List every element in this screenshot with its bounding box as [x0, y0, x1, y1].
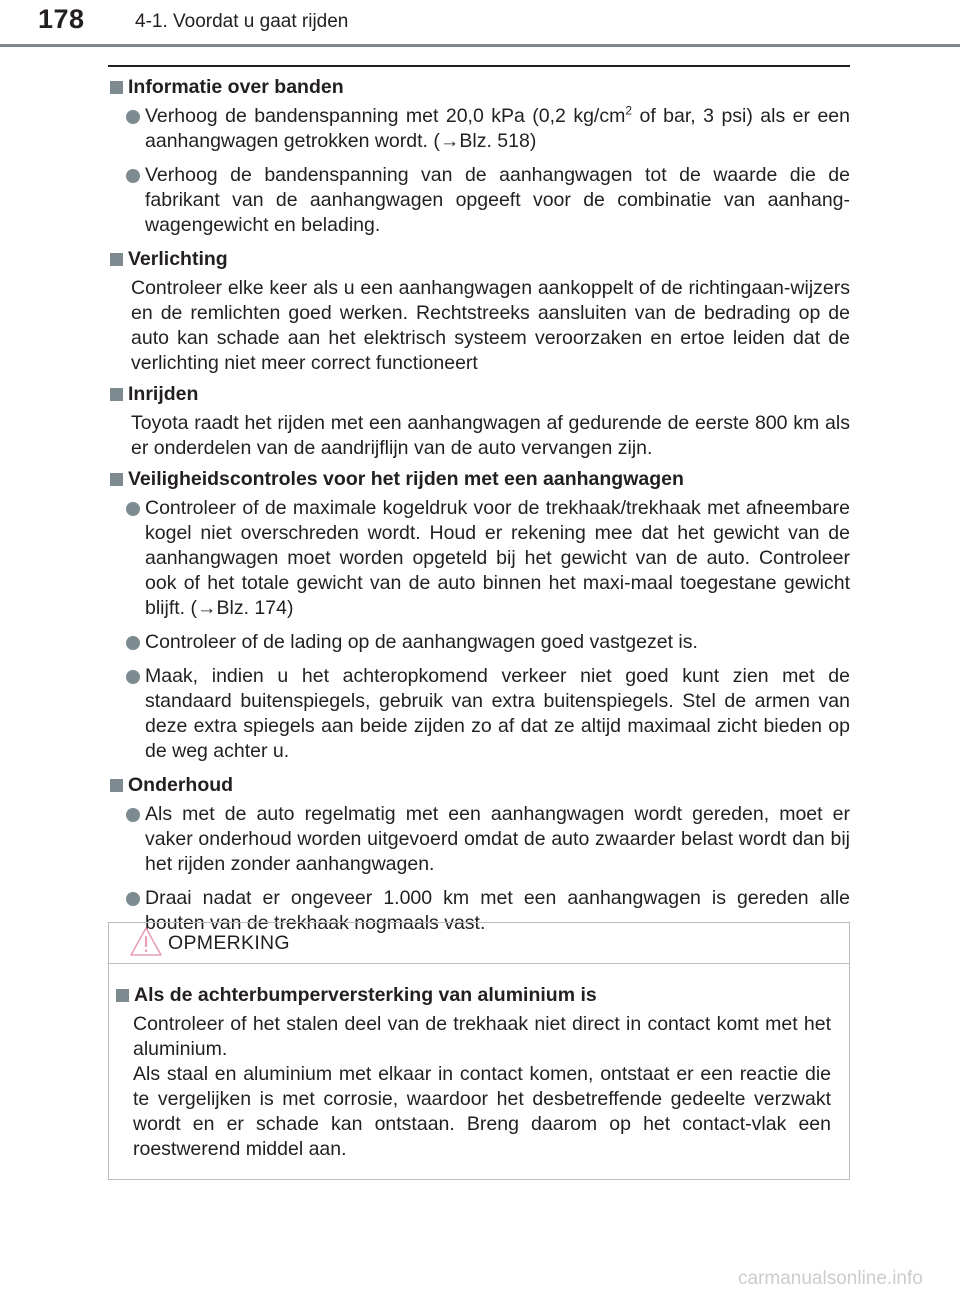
- note-header: [109, 923, 849, 964]
- paragraph: Controleer elke keer als u een aanhangwagen aankoppelt of de richtingaan-wijzers en de remlichten goed werken. Rechtstreeks aansluiten van de bedrading op de auto kan schade aan het elektrisch systeem veroorzaken en ertoe leiden dat de verlichting niet meer correct functioneert: [131, 277, 850, 374]
- bullet-text: Maak, indien u het achteropkomend verkeer niet goed kunt zien met de standaard buitenspiegels, gebruik van extra buitenspiegels. Stel de armen van deze extra spiegels aan beide zijden zo af dat ze altijd maximaal zicht bieden op de weg achter u.: [145, 665, 850, 762]
- bullet-item: [108, 802, 850, 877]
- bullet-text: of bar, 3 psi) als er een aanhangwagen getrokken wordt. (→Blz. 518): [145, 105, 850, 152]
- note-heading-text: Als de achterbumperversterking van aluminium is: [134, 984, 597, 1006]
- main-content: [108, 75, 850, 945]
- round-bullet-icon: [126, 808, 140, 822]
- header-divider: [0, 44, 960, 47]
- bullet-text: Draai nadat er ongeveer 1.000 km met een aanhangwagen is gereden alle bouten van de trekhaak nogmaals vast.: [145, 887, 850, 934]
- round-bullet-icon: [126, 169, 140, 183]
- note-paragraph: Controleer of het stalen deel van de trekhaak niet direct in contact komt met het aluminium.: [133, 1013, 831, 1060]
- round-bullet-icon: [126, 670, 140, 684]
- warning-triangle-icon: [129, 926, 163, 957]
- round-bullet-icon: [126, 110, 140, 124]
- section-heading-text: Veiligheidscontroles voor het rijden met een aanhangwagen: [128, 468, 684, 490]
- square-bullet-icon: [110, 779, 123, 792]
- note-paragraph: Als staal en aluminium met elkaar in contact komen, ontstaat er een reactie die te vergelijken is met corrosie, waardoor het desbetreffende gedeelte verzwakt wordt en er schade kan ontstaan. Breng daarom op het contact-vlak een roestwerend middel aan.: [133, 1063, 831, 1160]
- square-bullet-icon: [110, 253, 123, 266]
- bullet-text: Verhoog de bandenspanning met 20,0 kPa (0,2 kg/cm: [145, 105, 626, 127]
- superscript: 2: [625, 103, 633, 118]
- paragraph: Toyota raadt het rijden met een aanhangwagen af gedurende de eerste 800 km als er onderdelen van de aandrijflijn van de auto vervangen zijn.: [131, 412, 850, 459]
- section-heading: [108, 773, 850, 798]
- section-tyres: [108, 75, 850, 238]
- page-number: 178: [38, 4, 85, 34]
- note-body: [109, 983, 849, 1162]
- bullet-text: Als met de auto regelmatig met een aanhangwagen wordt gereden, moet er vaker onderhoud worden uitgevoerd omdat de auto zwaarder belast wordt dan bij het rijden zonder aanhangwagen.: [145, 803, 850, 875]
- bullet-text: Controleer of de lading op de aanhangwagen goed vastgezet is.: [145, 631, 698, 653]
- section-safety-checks: [108, 467, 850, 764]
- page-header: [0, 0, 960, 46]
- watermark: carmanualsonline.info: [738, 1268, 923, 1289]
- section-heading: [108, 382, 850, 407]
- section-heading: [108, 467, 850, 492]
- square-bullet-icon: [110, 81, 123, 94]
- round-bullet-icon: [126, 636, 140, 650]
- section-heading: [108, 75, 850, 100]
- section-maintenance: [108, 773, 850, 936]
- round-bullet-icon: [126, 892, 140, 906]
- section-heading-text: Verlichting: [128, 248, 228, 270]
- section-heading-text: Onderhoud: [128, 774, 234, 796]
- bullet-item: [108, 104, 850, 154]
- section-heading: [108, 247, 850, 272]
- bullet-item: [108, 630, 850, 655]
- section-lighting: [108, 247, 850, 376]
- round-bullet-icon: [126, 502, 140, 516]
- bullet-item: [108, 496, 850, 621]
- bullet-text: Controleer of de maximale kogeldruk voor de trekhaak/trekhaak met afneembare kogel niet overschreden wordt. Houd er rekening mee dat het gewicht van de aanhangwagen moet worden opgeteld bij het gewicht van de auto. Controleer ook of het totale gewicht van de auto binnen het maxi-maal toegestane gewicht blijft. (→Blz. 174): [145, 497, 850, 619]
- note-heading: [109, 983, 849, 1008]
- square-bullet-icon: [110, 388, 123, 401]
- square-bullet-icon: [110, 473, 123, 486]
- note-label: OPMERKING: [168, 932, 290, 954]
- section-heading-text: Inrijden: [128, 383, 199, 405]
- bullet-text: Verhoog de bandenspanning van de aanhangwagen tot de waarde die de fabrikant van de aanhangwagen opgeeft voor de combinatie van aanhang-wagengewicht en belading.: [145, 164, 850, 236]
- bullet-item: [108, 664, 850, 764]
- note-box: [108, 922, 850, 1180]
- section-heading-text: Informatie over banden: [128, 76, 344, 98]
- square-bullet-icon: [116, 989, 129, 1002]
- section-running-in: [108, 382, 850, 461]
- content-divider: [108, 65, 850, 67]
- bullet-item: [108, 163, 850, 238]
- section-title: 4-1. Voordat u gaat rijden: [135, 11, 349, 32]
